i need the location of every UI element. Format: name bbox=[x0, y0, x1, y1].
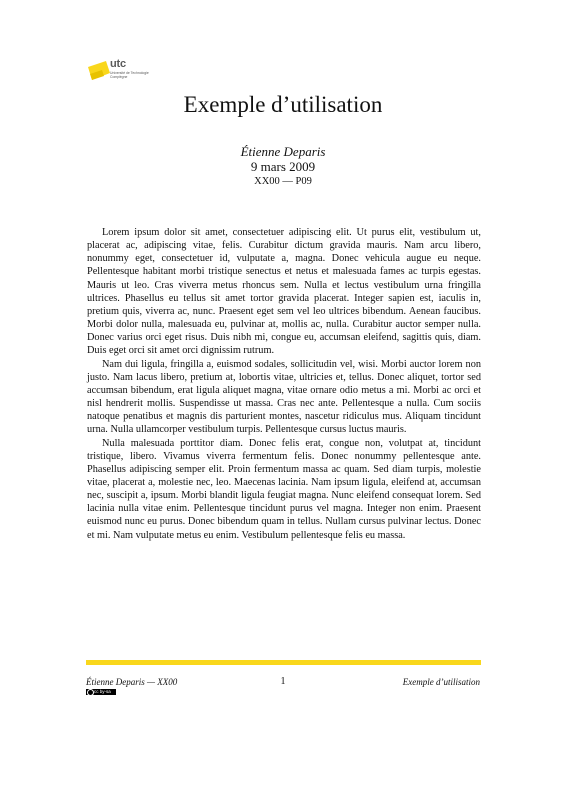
page-number: 1 bbox=[280, 676, 286, 687]
footer-rule bbox=[86, 660, 481, 665]
document-code: XX00 — P09 bbox=[254, 176, 312, 187]
document-title: Exemple d’utilisation bbox=[183, 92, 383, 117]
document-date: 9 mars 2009 bbox=[250, 159, 316, 174]
paragraph-1: Lorem ipsum dolor sit amet, consectetuer adipiscing elit. Ut purus elit, vestibulum ut, placerat ac, adipiscing vitae, felis. Curabitur dictum gravida mauris. Nam arcu libero, nonummy eget, consectetuer id, vulputate a, magna. Donec vehicula augue eu neque. Pellentesque habitant morbi tristique senectus et netus et malesuada fames ac turpis egestas. Mauris ut leo. Cras viverra metus rhoncus sem. Nulla et lectus vestibulum urna fringilla ultrices. Phasellus eu tellus sit amet tortor gravida placerat. Integer sapien est, iaculis in, pretium quis, viverra ac, nunc. Praesent eget sem vel leo ultrices bibendum. Aenean faucibus. Morbi dolor nulla, malesuada eu, pulvinar at, mollis ac, nulla. Curabitur auctor semper nulla. Donec varius orci eget risus. Duis nibh mi, congue eu, accumsan eleifend, sagittis quis, diam. Duis eget orci sit amet orci dignissim rutrum. bbox=[87, 227, 481, 357]
cc-license-badge[interactable] bbox=[86, 689, 116, 695]
utc-logo-mark-icon bbox=[88, 61, 110, 81]
document-body bbox=[87, 226, 481, 542]
cc-license-label: cc by-sa bbox=[94, 689, 111, 694]
logo-subtitle: Université de Technologie Compiègne bbox=[110, 71, 149, 79]
cc-icon bbox=[87, 689, 94, 696]
footer-author-code: Étienne Deparis — XX00 bbox=[86, 677, 178, 687]
utc-logo bbox=[88, 58, 158, 84]
document-author: Étienne Deparis bbox=[240, 144, 326, 159]
paragraph-3: Nulla malesuada porttitor diam. Donec felis erat, congue non, volutpat at, tincidunt tristique, libero. Vivamus viverra fermentum felis. Donec nonummy pellentesque ante. Phasellus adipiscing semper elit. Proin fermentum massa ac quam. Sed diam turpis, molestie vitae, placerat a, molestie nec, leo. Maecenas lacinia. Nam ipsum ligula, eleifend at, accumsan nec, suscipit a, ipsum. Morbi blandit ligula feugiat magna. Nunc eleifend consequat lorem. Sed lacinia nulla vitae enim. Pellentesque tincidunt purus vel magna. Integer non enim. Praesent euismod nunc eu purus. Donec bibendum quam in tellus. Nullam cursus pulvinar lectus. Donec et mi. Nam vulputate metus eu enim. Vestibulum pellentesque felis eu massa. bbox=[87, 437, 481, 541]
footer-title: Exemple d’utilisation bbox=[402, 677, 480, 687]
logo-name: utc bbox=[110, 58, 126, 70]
paragraph-2: Nam dui ligula, fringilla a, euismod sodales, sollicitudin vel, wisi. Morbi auctor lorem non justo. Nam lacus libero, pretium at, lobortis vitae, ultricies et, tellus. Donec aliquet, tortor sed accumsan bibendum, erat ligula aliquet magna, vitae ornare odio metus a mi. Morbi ac orci et nisl hendrerit mollis. Suspendisse ut massa. Cras nec ante. Pellentesque a nulla. Cum sociis natoque penatibus et magnis dis parturient montes, nascetur ridiculus mus. Aliquam tincidunt urna. Nulla ullamcorper vestibulum turpis. Pellentesque cursus luctus mauris. bbox=[87, 358, 481, 436]
